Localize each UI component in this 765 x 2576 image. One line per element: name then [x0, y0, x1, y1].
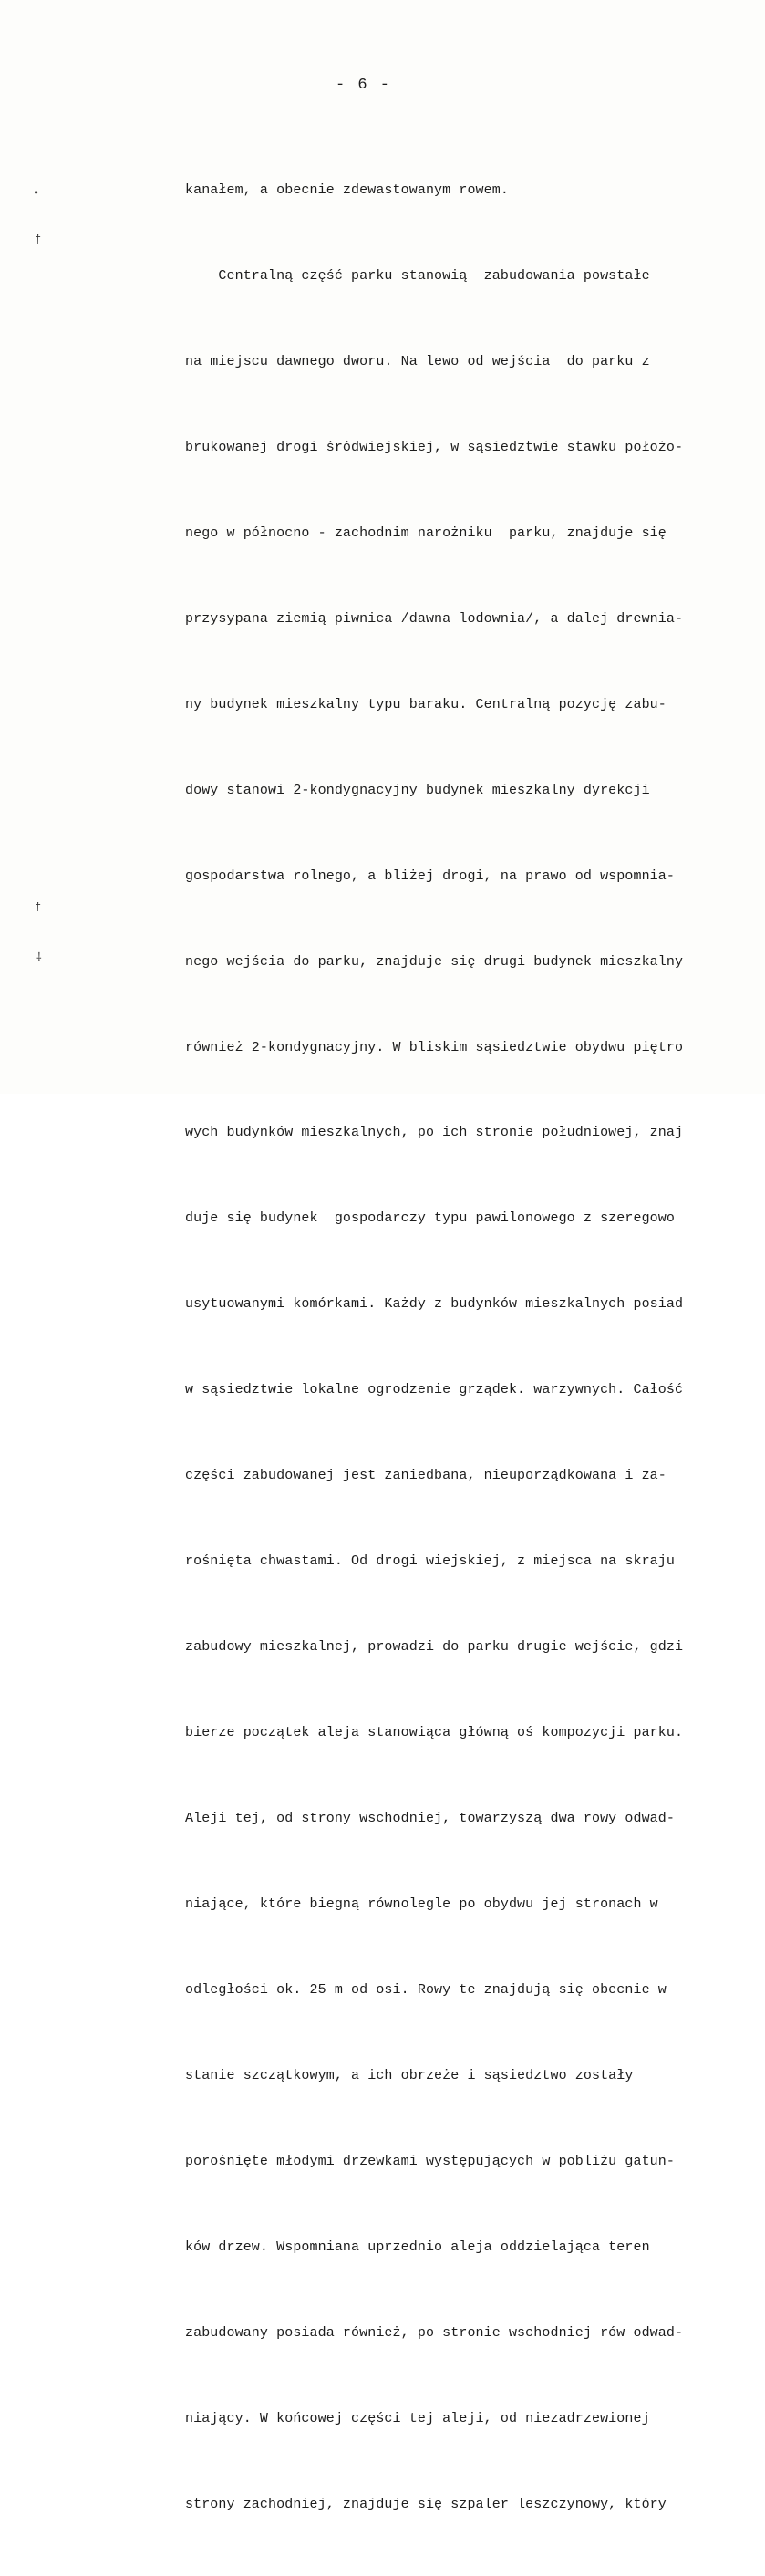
text-line: niające, które biegną równolegle po obydwu jej stronach w — [185, 1896, 658, 1913]
text-line: ny budynek mieszkalny typu baraku. Centralną pozycję zabu- — [185, 696, 667, 712]
text-line: w sąsiedztwie lokalne ogrodzenie grządek. warzywnych. Całość — [185, 1382, 684, 1398]
text-line: nego w północno - zachodnim narożniku parku, znajduje się — [185, 525, 667, 541]
text-line: kanałem, a obecnie zdewastowanym rowem. — [185, 182, 509, 198]
text-line: gospodarstwa rolnego, a bliżej drogi, na prawo od wspomnia- — [185, 867, 675, 884]
text-line: stanie szczątkowym, a ich obrzeże i sąsiedztwo zostały — [185, 2068, 634, 2084]
text-line: dowy stanowi 2-kondygnacyjny budynek mieszkalny dyrekcji — [185, 782, 650, 798]
text-line: strony zachodniej, znajduje się szpaler leszczynowy, który — [185, 2497, 667, 2513]
margin-tick-mark: † — [35, 234, 42, 246]
text-line: rośnięta chwastami. Od drogi wiejskiej, z miejsca na skraju — [185, 1553, 675, 1570]
body-text — [185, 119, 765, 2576]
margin-tick-mark: † — [35, 901, 42, 914]
text-line: przysypana ziemią piwnica /dawna lodownia/, a dalej drewnia- — [185, 610, 684, 627]
text-line: brukowanej drogi śródwiejskiej, w sąsiedztwie stawku położo- — [185, 439, 684, 455]
text-line: nego wejścia do parku, znajduje się drugi budynek mieszkalny — [185, 953, 684, 970]
text-line: odległości ok. 25 m od osi. Rowy te znajdują się obecnie w — [185, 1982, 667, 1999]
page-number: - 6 - — [335, 77, 391, 94]
text-line: Centralną część parku stanowią zabudowania powstałe — [185, 267, 650, 284]
text-line: niający. W końcowej części tej alejі, od niezadrzewionej — [185, 2411, 650, 2427]
page-edge — [758, 1058, 765, 1094]
text-line: ków drzew. Wspomniana uprzednio aleja oddzielająca teren — [185, 2239, 650, 2256]
text-line: wych budynków mieszkalnych, po ich stronie południowej, znaj — [185, 1125, 684, 1141]
text-line: na miejscu dawnego dworu. Na lewo od wejścia do parku z — [185, 353, 650, 369]
text-line: porośnięte młodymi drzewkami występujących w pobliżu gatun- — [185, 2154, 675, 2170]
text-line: bierze początek aleja stanowiąca główną oś kompozycji parku. — [185, 1725, 684, 1741]
text-line: również 2-kondygnacyjny. W bliskim sąsiedztwie obydwu piętro — [185, 1039, 684, 1055]
text-line: duje się budynek gospodarczy typu pawilonowego z szeregowo — [185, 1210, 675, 1227]
text-line: Alejі tej, od strony wschodniej, towarzyszą dwa rowy odwad- — [185, 1811, 675, 1827]
text-line: zabudowany posiada również, po stronie wschodniej rów odwad- — [185, 2325, 684, 2342]
margin-tick-mark: • — [33, 187, 40, 200]
text-line: części zabudowanej jest zaniedbana, nieuporządkowana i za- — [185, 1468, 667, 1484]
margin-tick-mark: ⸸ — [36, 951, 42, 964]
text-line: usytuowanymi komórkami. Każdy z budynków mieszkalnych posiad — [185, 1296, 684, 1313]
text-line: zabudowy mieszkalnej, prowadzi do parku drugie wejście, gdzi — [185, 1639, 684, 1656]
